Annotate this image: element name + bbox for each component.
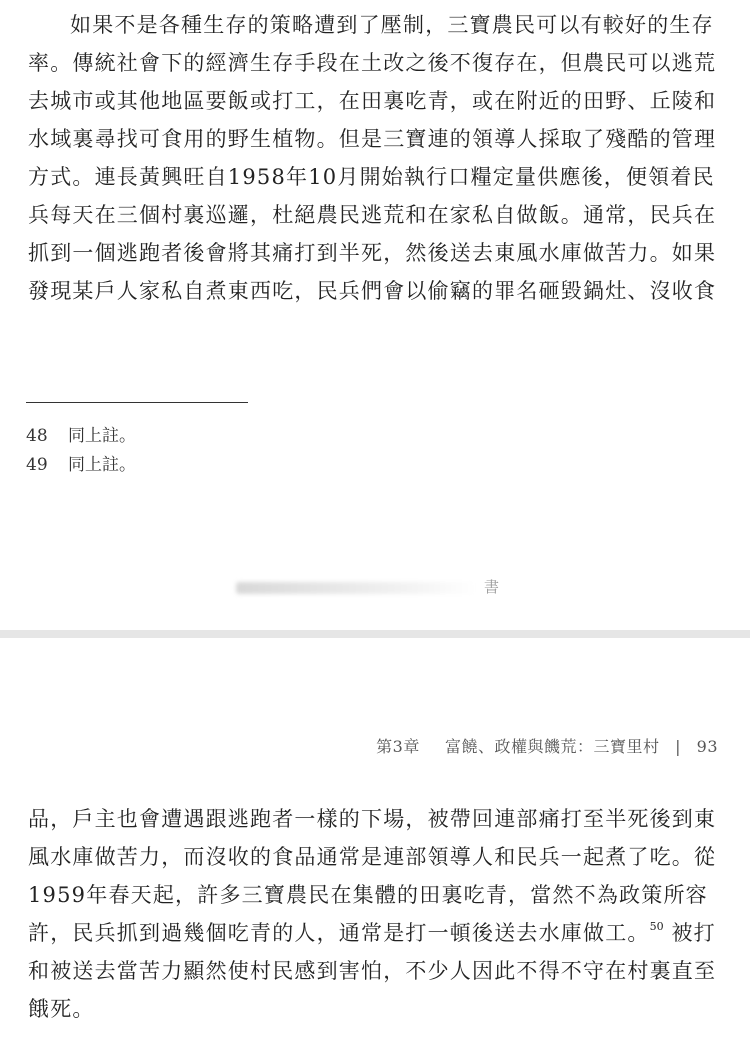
footnote-text: 同上註。 — [68, 455, 136, 475]
paragraph-line: 發現某戶人家私自煮東西吃，民兵們會以偷竊的罪名砸毀鍋灶、沒收食 — [28, 279, 717, 303]
blurred-watermark-text — [236, 582, 476, 594]
footnote-reference[interactable]: 50 — [649, 920, 664, 933]
line-text-tail: 被打 — [663, 921, 716, 945]
bottom-page — [0, 638, 750, 1042]
paragraph-line — [28, 914, 722, 952]
chapter-label: 第3章 — [376, 737, 420, 756]
paragraph-line: 如果不是各種生存的策略遭到了壓制，三寶農民可以有較好的生存 — [70, 13, 714, 37]
bottom-paragraph — [28, 800, 722, 1028]
footnote-text: 同上註。 — [68, 426, 136, 446]
paragraph-line: 去城市或其他地區要飯或打工，在田裏吃青，或在附近的田野、丘陵和 — [28, 89, 717, 113]
paragraph-line: 風水庫做苦力，而沒收的食品通常是連部領導人和民兵一起煮了吃。從 — [28, 845, 717, 869]
running-head-separator: | — [675, 737, 682, 756]
paragraph-line: 1959年春天起，許多三寶農民在集體的田裏吃青，當然不為政策所容 — [28, 883, 708, 907]
watermark — [236, 576, 516, 598]
page-number: 93 — [696, 737, 718, 756]
footnote-divider — [26, 402, 248, 403]
running-head — [376, 734, 718, 757]
footnote — [26, 451, 136, 480]
footnote — [26, 422, 136, 451]
footnotes — [26, 422, 136, 480]
paragraph-line: 品，戶主也會遭遇跟逃跑者一樣的下場，被帶回連部痛打至半死後到東 — [28, 807, 717, 831]
paragraph-line: 兵每天在三個村裏巡邏，杜絕農民逃荒和在家私自做飯。通常，民兵在 — [28, 203, 717, 227]
paragraph-line: 率。傳統社會下的經濟生存手段在土改之後不復存在，但農民可以逃荒 — [28, 51, 717, 75]
page-separator — [0, 630, 750, 638]
footnote-number: 48 — [26, 426, 48, 446]
footnote-number: 49 — [26, 455, 48, 475]
top-paragraph — [28, 6, 722, 310]
paragraph-line: 和被送去當苦力顯然使村民感到害怕，不少人因此不得不守在村裏直至 — [28, 959, 717, 983]
paragraph-line: 抓到一個逃跑者後會將其痛打到半死，然後送去東風水庫做苦力。如果 — [28, 241, 717, 265]
paragraph-line: 水域裏尋找可食用的野生植物。但是三寶連的領導人採取了殘酷的管理 — [28, 127, 717, 151]
chapter-title: 富饒、政權與饑荒：三寶里村 — [445, 737, 660, 756]
paragraph-line: 方式。連長黃興旺自1958年10月開始執行口糧定量供應後，便領着民 — [28, 165, 715, 189]
watermark-char: 書 — [484, 578, 500, 596]
paragraph-line: 餓死。 — [28, 997, 95, 1021]
line-text: 許，民兵抓到過幾個吃青的人，通常是打一頓後送去水庫做工。 — [28, 921, 650, 945]
